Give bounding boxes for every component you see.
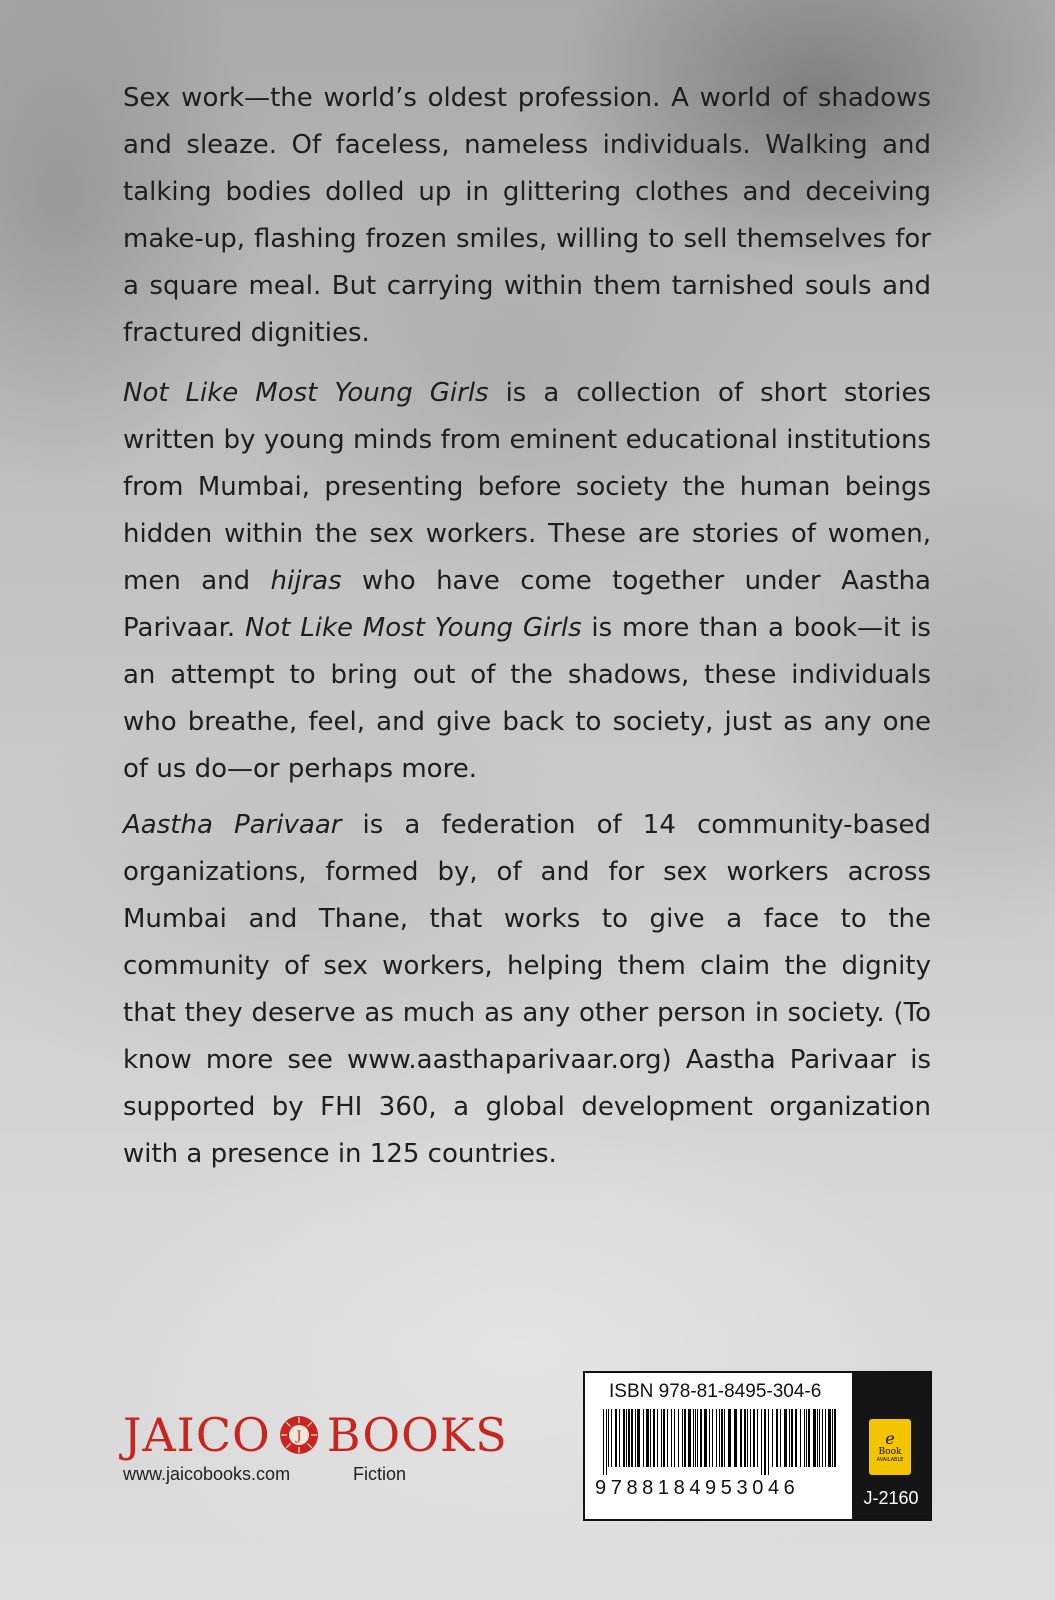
blurb-text-c: is more than a book—it is an attempt to bring out of the shadows, these individuals who breathe, feel, and give back to society, just as any one of us do—or perhaps more. (123, 613, 931, 784)
barcode-bar (804, 1409, 805, 1467)
barcode-bar (753, 1409, 755, 1467)
blurb-paragraph-1: Sex work—the world’s oldest profession. A world of shadows and sleaze. Of faceless, nameless individuals. Walking and talking bodies dolled up in glittering clothes and deceiving make-up, flashing frozen smiles, willing to sell themselves for a square meal. But carrying within them tarnished souls and fractured dignities. (123, 83, 931, 348)
barcode-bar (757, 1409, 758, 1467)
barcode-bar (819, 1409, 820, 1467)
ebook-available-text: AVAILABLE (876, 1457, 904, 1464)
barcode-bar (671, 1409, 672, 1467)
barcode-bar (637, 1409, 640, 1467)
barcode-bar (635, 1409, 636, 1467)
barcode-bar (608, 1409, 609, 1467)
barcode-bar (719, 1409, 720, 1467)
ebook-word: Book (878, 1446, 902, 1457)
publisher-url: www.jaicobooks.com (123, 1464, 291, 1484)
barcode-bar (693, 1409, 694, 1467)
barcode-bar (791, 1409, 793, 1467)
barcode-bar (808, 1409, 810, 1467)
barcode-bar (724, 1409, 725, 1467)
ebook-e-letter: e (885, 1428, 895, 1448)
barcode-digits: 9788184953046 (595, 1477, 800, 1499)
barcode-bar (653, 1409, 655, 1467)
barcode-bar (825, 1409, 826, 1467)
barcode-bar (682, 1409, 683, 1467)
barcode-bar (674, 1409, 675, 1467)
barcode-bar (744, 1409, 746, 1467)
barcode-bar (643, 1409, 644, 1467)
barcode-bar (740, 1409, 742, 1467)
barcode-bar (628, 1409, 630, 1467)
hijras-term: hijras (270, 566, 342, 596)
barcode-bar (667, 1409, 668, 1467)
barcode-bar (822, 1409, 823, 1467)
barcode-bar (716, 1409, 717, 1467)
barcode-bar (817, 1409, 818, 1467)
barcode-bar (650, 1409, 651, 1467)
barcode-bar (728, 1409, 731, 1467)
book-title: Not Like Most Young Girls (123, 378, 489, 408)
barcode-bar (700, 1409, 702, 1467)
ebook-available-icon (869, 1419, 911, 1475)
barcode-bar (828, 1409, 831, 1467)
barcode-bar (813, 1409, 816, 1467)
barcode-bar (695, 1409, 696, 1467)
organization-name: Aastha Parivaar (123, 810, 342, 840)
barcode-bar (663, 1409, 665, 1467)
isbn-barcode-box (583, 1371, 932, 1521)
catalog-code: J-2160 (863, 1488, 919, 1508)
barcode-bar (721, 1409, 723, 1467)
publisher-logo (123, 1405, 508, 1465)
barcode-bar (623, 1409, 625, 1467)
barcode-bar (688, 1409, 691, 1467)
barcode-bar (795, 1409, 797, 1467)
barcode-bar (619, 1409, 620, 1467)
barcode-bar (704, 1409, 707, 1467)
barcode-bar (631, 1409, 633, 1467)
barcode-bar (626, 1409, 627, 1467)
barcode-bar (784, 1409, 787, 1467)
about-text: is a federation of 14 community-based organizations, formed by, of and for sex workers across Mumbai and Thane, that works to give a face to the community of sex workers, helping them claim the dignity that they deserve as much as any other person in society. (To know more see www.aasthaparivaar.org) Aastha Parivaar is supported by FHI 360, a global development organization with a presence in 125 countries. (123, 810, 931, 1169)
barcode-bar (776, 1409, 778, 1467)
blurb-text-a: is a collection of short stories written by young minds from eminent educational institutions from Mumbai, presenting before society the human beings hidden within the sex workers. These are stories of women, men and (123, 378, 931, 596)
barcode-graphic (601, 1409, 841, 1475)
ebook-strip (852, 1373, 930, 1519)
barcode-bar (789, 1409, 790, 1467)
emblem-letter: J (296, 1429, 302, 1444)
barcode-bar (697, 1409, 698, 1467)
book-title-repeat: Not Like Most Young Girls (244, 613, 582, 643)
barcode-bar (661, 1409, 662, 1467)
isbn-number: ISBN 978-81-8495-304-6 (609, 1381, 822, 1402)
barcode-bar (684, 1409, 686, 1467)
barcode-bar (611, 1409, 612, 1467)
barcode-bar (709, 1409, 710, 1467)
blurb-paragraph-2 (123, 370, 931, 793)
barcode-bar (834, 1409, 836, 1467)
blurb-text-b: who have come together under Aastha Parivaar. (123, 566, 931, 643)
publisher-word-jaico: JAICO (123, 1408, 271, 1462)
barcode-bar (806, 1409, 807, 1467)
barcode-bar (712, 1409, 713, 1467)
barcode-bar (603, 1409, 604, 1475)
barcode-bar (657, 1409, 658, 1467)
barcode-bar (646, 1409, 649, 1467)
barcode-bar (768, 1409, 769, 1475)
barcode-bar (750, 1409, 751, 1467)
barcode-bar (606, 1409, 607, 1475)
barcode-bar (832, 1409, 833, 1467)
barcode-bar (764, 1409, 766, 1475)
back-cover-blurb (123, 75, 931, 806)
barcode-bar (678, 1409, 679, 1467)
about-aastha-parivaar (123, 802, 931, 1191)
barcode-bar (734, 1409, 737, 1467)
sun-emblem-icon (279, 1415, 319, 1455)
genre-label: Fiction (353, 1464, 407, 1484)
about-paragraph (123, 802, 931, 1178)
publisher-word-books: BOOKS (326, 1408, 508, 1462)
barcode-bar (747, 1409, 748, 1467)
barcode-bar (780, 1409, 781, 1467)
barcode-bar (761, 1409, 762, 1475)
barcode-bar (800, 1409, 801, 1467)
barcode-bar (772, 1409, 773, 1467)
barcode-bar (615, 1409, 617, 1467)
